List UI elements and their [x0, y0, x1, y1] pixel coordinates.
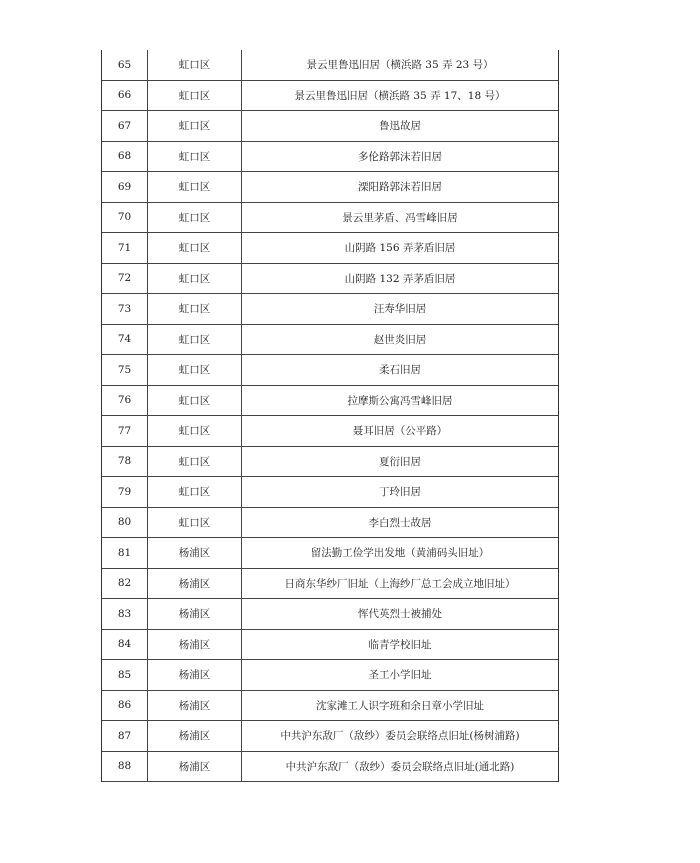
- row-site-name: 夏衍旧居: [379, 455, 421, 468]
- row-number: 71: [102, 233, 148, 263]
- row-site-name: 恽代英烈士被捕处: [358, 608, 442, 621]
- row-site-name: 多伦路郭沫若旧居: [358, 150, 442, 163]
- row-district: 虹口区: [148, 477, 242, 507]
- row-district: 杨浦区: [148, 752, 242, 782]
- row-site-name: 鲁迅故居: [379, 120, 421, 133]
- row-site-name: 景云里鲁迅旧居（横浜路 35 弄 17、18 号）: [294, 89, 506, 102]
- row-site-name: 景云里鲁迅旧居（横浜路 35 弄 23 号）: [306, 59, 494, 72]
- row-district: 虹口区: [148, 386, 242, 416]
- table-row: [102, 172, 558, 203]
- table-row: [102, 233, 558, 264]
- table-row: [102, 599, 558, 630]
- table-row: [102, 81, 558, 112]
- row-district: 杨浦区: [148, 538, 242, 568]
- row-site-name: 沈家滩工人识字班和余日章小学旧址: [316, 699, 484, 712]
- row-site-name: 柔石旧居: [379, 364, 421, 377]
- row-number: 68: [102, 142, 148, 172]
- row-site-name: 赵世炎旧居: [373, 333, 427, 346]
- row-district: 虹口区: [148, 416, 242, 446]
- row-site-name: 中共沪东敌厂（敌纱）委员会联络点旧址(杨树浦路): [280, 730, 520, 743]
- table-row: [102, 142, 558, 173]
- row-district: 虹口区: [148, 355, 242, 385]
- table-row: [102, 630, 558, 661]
- sites-table: [101, 50, 559, 782]
- table-row: [102, 477, 558, 508]
- row-number: 65: [102, 50, 148, 80]
- row-site-name: 汪寿华旧居: [373, 303, 427, 316]
- row-number: 82: [102, 569, 148, 599]
- row-site-name: 山阴路 156 弄茅盾旧居: [344, 242, 456, 255]
- table-row: [102, 264, 558, 295]
- table-row: [102, 538, 558, 569]
- row-number: 83: [102, 599, 148, 629]
- row-district: 虹口区: [148, 508, 242, 538]
- table-row: [102, 447, 558, 478]
- table-row: [102, 691, 558, 722]
- row-number: 80: [102, 508, 148, 538]
- row-number: 69: [102, 172, 148, 202]
- row-number: 85: [102, 660, 148, 690]
- row-district: 杨浦区: [148, 660, 242, 690]
- row-number: 66: [102, 81, 148, 111]
- table-row: [102, 111, 558, 142]
- row-site-name: 临青学校旧址: [368, 638, 432, 651]
- table-row: [102, 416, 558, 447]
- row-number: 70: [102, 203, 148, 233]
- table-row: [102, 203, 558, 234]
- row-district: 虹口区: [148, 111, 242, 141]
- row-number: 78: [102, 447, 148, 477]
- table-row: [102, 50, 558, 81]
- row-number: 88: [102, 752, 148, 782]
- row-district: 虹口区: [148, 172, 242, 202]
- row-number: 81: [102, 538, 148, 568]
- row-district: 杨浦区: [148, 599, 242, 629]
- table-row: [102, 355, 558, 386]
- table-row: [102, 569, 558, 600]
- table-row: [102, 660, 558, 691]
- row-site-name: 山阴路 132 弄茅盾旧居: [344, 272, 456, 285]
- row-number: 86: [102, 691, 148, 721]
- row-district: 虹口区: [148, 447, 242, 477]
- row-site-name: 丁玲旧居: [379, 486, 421, 499]
- row-district: 杨浦区: [148, 569, 242, 599]
- row-site-name: 李白烈士故居: [368, 516, 432, 529]
- row-site-name: 圣工小学旧址: [368, 669, 432, 682]
- row-site-name: 拉摩斯公寓冯雪峰旧居: [347, 394, 453, 407]
- row-number: 77: [102, 416, 148, 446]
- table-row: [102, 386, 558, 417]
- table-row: [102, 721, 558, 752]
- table-row: [102, 294, 558, 325]
- row-site-name: 聂耳旧居（公平路）: [352, 425, 448, 438]
- row-district: 虹口区: [148, 294, 242, 324]
- table-row: [102, 325, 558, 356]
- row-site-name: 景云里茅盾、冯雪峰旧居: [342, 211, 458, 224]
- row-district: 杨浦区: [148, 691, 242, 721]
- table-row: [102, 752, 558, 783]
- row-district: 虹口区: [148, 203, 242, 233]
- row-site-name: 溧阳路郭沫若旧居: [358, 181, 442, 194]
- row-district: 虹口区: [148, 233, 242, 263]
- row-district: 虹口区: [148, 264, 242, 294]
- table-row: [102, 508, 558, 539]
- row-district: 虹口区: [148, 142, 242, 172]
- row-district: 虹口区: [148, 81, 242, 111]
- row-number: 87: [102, 721, 148, 751]
- row-number: 67: [102, 111, 148, 141]
- row-number: 74: [102, 325, 148, 355]
- row-district: 杨浦区: [148, 721, 242, 751]
- row-site-name: 日商东华纱厂旧址（上海纱厂总工会成立地旧址）: [284, 577, 516, 590]
- row-number: 76: [102, 386, 148, 416]
- row-number: 79: [102, 477, 148, 507]
- row-district: 虹口区: [148, 50, 242, 80]
- row-site-name: 中共沪东敌厂（敌纱）委员会联络点旧址(通北路): [285, 760, 515, 773]
- row-number: 72: [102, 264, 148, 294]
- row-number: 73: [102, 294, 148, 324]
- row-site-name: 留法勤工俭学出发地（黄浦码头旧址）: [310, 547, 490, 560]
- row-number: 75: [102, 355, 148, 385]
- row-district: 虹口区: [148, 325, 242, 355]
- row-number: 84: [102, 630, 148, 660]
- row-district: 杨浦区: [148, 630, 242, 660]
